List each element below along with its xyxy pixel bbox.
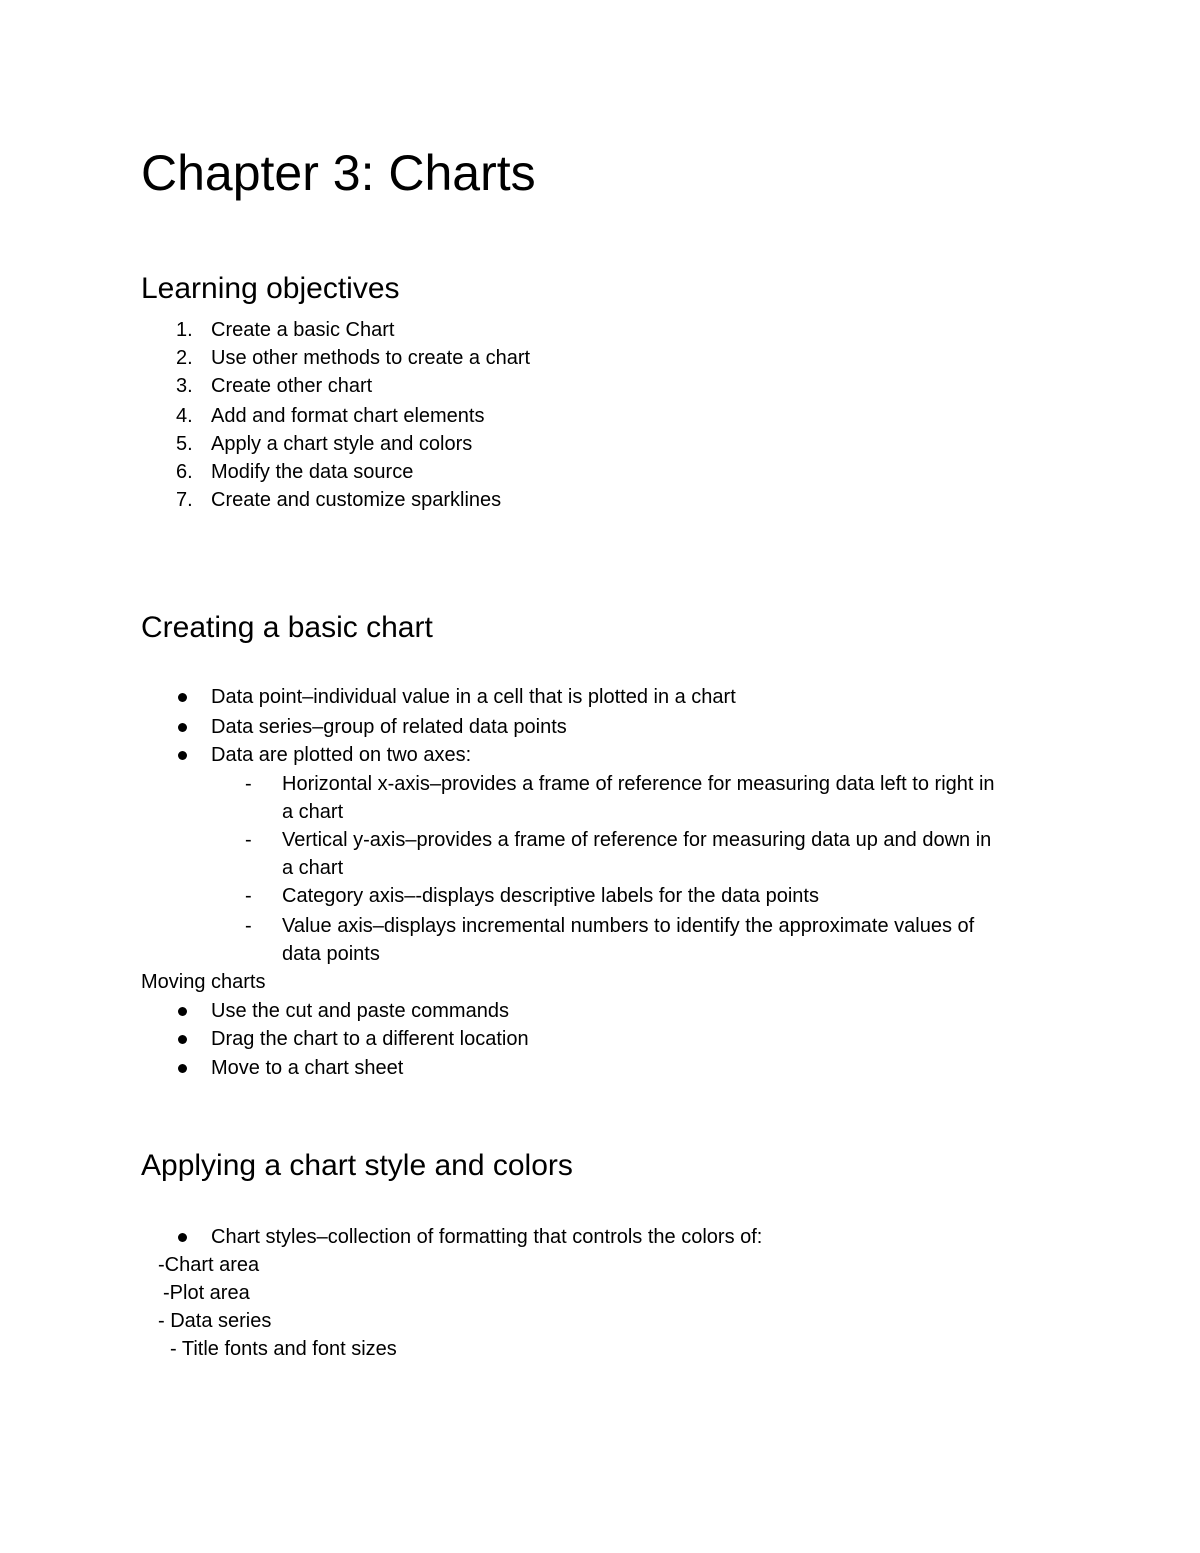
bullet-icon — [178, 1233, 187, 1242]
list-item-text: Create and customize sparklines — [211, 489, 502, 511]
list-number: 6. — [176, 461, 193, 483]
bullet-icon — [178, 723, 187, 732]
list-item-text: Data series–group of related data points — [211, 716, 567, 738]
list-item-text-continued: data points — [282, 943, 380, 965]
dash-marker: - — [245, 885, 252, 907]
list-number: 7. — [176, 489, 193, 511]
bullet-icon — [178, 1064, 187, 1073]
style-line: - Data series — [158, 1310, 272, 1332]
list-item-text: Add and format chart elements — [211, 405, 485, 427]
page-title: Chapter 3: Charts — [141, 145, 536, 201]
list-item-text: Data point–individual value in a cell that is plotted in a chart — [211, 686, 736, 708]
section-heading-applying-style: Applying a chart style and colors — [141, 1149, 573, 1182]
style-line: - Title fonts and font sizes — [170, 1338, 397, 1360]
section-heading-learning-objectives: Learning objectives — [141, 272, 400, 305]
list-item-text: Move to a chart sheet — [211, 1057, 404, 1079]
list-number: 4. — [176, 405, 193, 427]
list-item-text: Horizontal x-axis–provides a frame of reference for measuring data left to right in — [282, 773, 995, 795]
list-number: 1. — [176, 319, 193, 341]
bullet-icon — [178, 1035, 187, 1044]
list-item-text: Use the cut and paste commands — [211, 1000, 509, 1022]
list-item-text: Create other chart — [211, 375, 373, 397]
list-number: 5. — [176, 433, 193, 455]
list-item-text: Use other methods to create a chart — [211, 347, 531, 369]
dash-marker: - — [245, 773, 252, 795]
bullet-icon — [178, 751, 187, 760]
list-item-text-continued: a chart — [282, 857, 344, 879]
list-item-text: Data are plotted on two axes: — [211, 744, 472, 766]
section-heading-creating-basic-chart: Creating a basic chart — [141, 611, 433, 644]
list-item-text: Drag the chart to a different location — [211, 1028, 529, 1050]
moving-charts-label: Moving charts — [141, 971, 266, 993]
list-item-text: Chart styles–collection of formatting that controls the colors of: — [211, 1226, 763, 1248]
list-number: 2. — [176, 347, 193, 369]
list-item-text: Apply a chart style and colors — [211, 433, 473, 455]
list-item-text: Category axis–-displays descriptive labels for the data points — [282, 885, 819, 907]
list-item-text: Modify the data source — [211, 461, 414, 483]
bullet-icon — [178, 1007, 187, 1016]
list-item-text: Value axis–displays incremental numbers to identify the approximate values of — [282, 915, 975, 937]
list-item-text-continued: a chart — [282, 801, 344, 823]
list-item-text: Vertical y-axis–provides a frame of reference for measuring data up and down in — [282, 829, 992, 851]
bullet-icon — [178, 693, 187, 702]
list-number: 3. — [176, 375, 193, 397]
style-line: -Chart area — [158, 1254, 260, 1276]
list-item-text: Create a basic Chart — [211, 319, 395, 341]
dash-marker: - — [245, 829, 252, 851]
style-line: -Plot area — [163, 1282, 250, 1304]
dash-marker: - — [245, 915, 252, 937]
